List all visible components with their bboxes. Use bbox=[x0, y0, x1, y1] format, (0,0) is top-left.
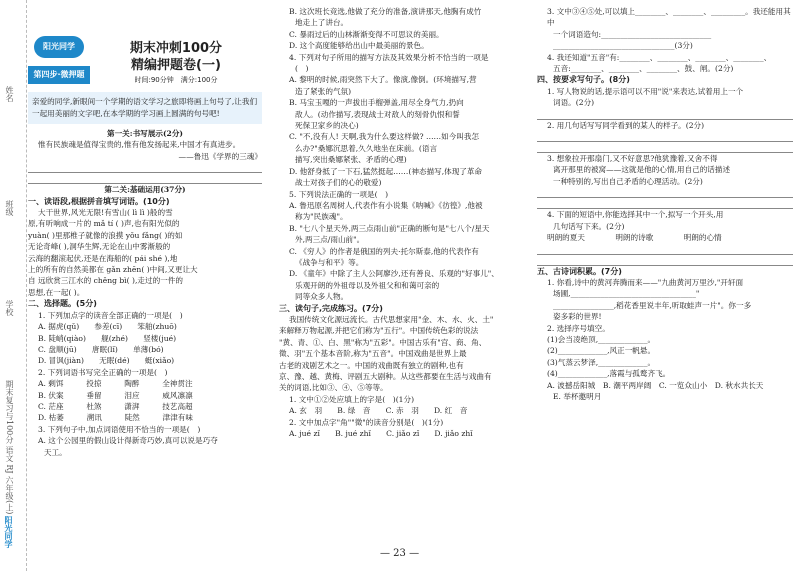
question-line: C. 盘顺(jū) 唐眠(lǐ) 单薄(bó) bbox=[38, 344, 164, 354]
question-line: C. 《穷人》的作者是俄国的列夫·托尔斯泰,他的代表作有 bbox=[289, 246, 479, 256]
question-line: 3. 文中③④⑤处,可以填上________、________、_________。我还能用其中 bbox=[547, 7, 791, 28]
question-line: ________________________________(3分) bbox=[553, 41, 693, 51]
question-line: 来解释万物起源,并把它们称为"五行"。中国传统色彩的说法 bbox=[279, 326, 479, 336]
binding-margin bbox=[0, 0, 27, 571]
side-brand: 阳光同学 bbox=[4, 516, 14, 548]
question-line: 第一关:书写展示(2分) bbox=[106, 129, 184, 138]
brand-logo: 阳光同学 bbox=[34, 36, 84, 58]
question-line: D. 《童年》中除了主人公阿廖沙,还有善良、乐观的"好事儿"、 bbox=[289, 269, 499, 279]
question-line: 3. 想象拉开那扇门,又不好意思?他犹豫着,又舍不得 bbox=[547, 154, 718, 164]
question-line: 造了紧张的气氛) bbox=[295, 86, 352, 96]
intro-note: 亲爱的同学,新眼间一个学期的语文学习之旅即将画上句号了,让我们一起用美丽的文字吧,在本学期的学习画上圆满的句号吧! bbox=[28, 92, 262, 124]
question-line: ________________,稻花香里说丰年,听取蛙声一片"。你一多 bbox=[553, 300, 752, 310]
question-line: 古老的戏剧艺术之一。中国的戏曲既有独立的剧种,也有 bbox=[279, 360, 464, 370]
question-line: 上的所有的自然美都在 gǎn zhēn( )中间,又更让大 bbox=[28, 265, 198, 275]
question-line: B. 陡峭(qiào) 舰(zhé) 竖楼(jué) bbox=[38, 333, 177, 343]
question-line: 4. 我还知道"五音"有:________、________、________、________、 bbox=[547, 52, 772, 62]
question-line: 一、读语段,根据拼音填写词语。(10分) bbox=[28, 196, 170, 206]
answer-line[interactable] bbox=[537, 244, 793, 255]
question-line: 五音:________、________、________、鼓、闸。(2分) bbox=[553, 64, 734, 74]
column-middle-body bbox=[279, 6, 525, 439]
class-label: 班级 bbox=[5, 200, 14, 216]
question-line: 战士对孩子们的心的敬爱) bbox=[295, 178, 382, 188]
question-line: A. jué zǐ B. jué zhǐ C. jiǎo zǐ D. jiǎo zhǐ bbox=[289, 429, 473, 439]
question-line: 1. 下列加点字的读音全部正确的一项是( ) bbox=[38, 310, 183, 320]
question-line: D. 这个高度能够给出山中最美丽的景色。 bbox=[289, 41, 429, 51]
exam-meta: 时间:90分钟 满分:100分 bbox=[134, 76, 218, 84]
question-line: A. 据虎(qǔ) 参差(cī) 笨舶(zhuō) bbox=[38, 322, 177, 332]
question-line: 2. 用几句话写写同学看到的某人的样子。(2分) bbox=[547, 120, 705, 130]
school-label: 学校 bbox=[5, 300, 14, 316]
question-line: ——鲁迅《学界的三魂》 bbox=[178, 151, 262, 161]
question-line: A. 波撼岳阳城 B. 潮平两岸阔 C. 一览众山小 D. 秋水共长天 bbox=[547, 380, 764, 390]
question-line: (4)_____________,落霞与孤鹜齐飞。 bbox=[547, 369, 671, 379]
question-line: A. 剩饵 投掠 陶醉 全神贯注 bbox=[38, 379, 193, 389]
answer-line[interactable] bbox=[28, 173, 262, 184]
question-line: A. 这个公园里的假山设计得新奇巧妙,真可以说是巧夺 bbox=[38, 436, 218, 446]
question-line: 大干世界,风光无限!有雪山( lì lì )般的雪 bbox=[38, 208, 173, 218]
question-line: 徵、羽"五个基本音阶,称为"五音"。中国戏曲是世界上最 bbox=[279, 349, 467, 359]
question-line: 乐观开朗的外祖母以及外祖父和和蔼可亲的 bbox=[295, 280, 440, 290]
question-line: 天工。 bbox=[44, 447, 67, 457]
header bbox=[28, 40, 262, 90]
answer-line[interactable] bbox=[537, 255, 793, 266]
question-line: 地走上了讲台。 bbox=[295, 18, 349, 28]
question-line: 么办?"桑娜沉思着,久久地坐在床前。(语言 bbox=[295, 143, 438, 153]
column-left-body bbox=[28, 128, 262, 458]
question-line: "黄、青、①、白、黑"称为"五彩"。中国古乐有"宫、商、角、 bbox=[279, 337, 487, 347]
answer-line[interactable] bbox=[28, 162, 262, 173]
question-line: 词语。(2分) bbox=[553, 98, 595, 108]
question-line: 敌人。(动作描写,表现战士对敌人的刻骨仇恨和誓 bbox=[295, 109, 460, 119]
page-number: — 23 — bbox=[380, 548, 420, 559]
question-line: 5. 下列说法正确的一项是( ) bbox=[289, 189, 389, 199]
question-line: C. "不,没有人! 天啊,我为什么要这样做? ……如今叫我怎 bbox=[289, 132, 480, 142]
question-line: 1. 文中①②处应填上的字是( )(1分) bbox=[289, 394, 415, 404]
title-box bbox=[90, 40, 262, 90]
question-line: 自 远欣赏三江水的 chěng bì( ),走过的一件的 bbox=[28, 276, 183, 286]
question-line: (2)_____________,风正一帆悬。 bbox=[547, 346, 656, 356]
answer-line[interactable] bbox=[537, 131, 793, 142]
question-line: 4. 下列对句子所用的描写方法及其效果分析不恰当的一项是 bbox=[289, 52, 489, 62]
step-label: 第四步·微押题 bbox=[28, 66, 90, 84]
question-line: 明朗的夏天 明朗的诗歌 明朗的心情 bbox=[547, 233, 722, 243]
question-line: B. 这次班长竞选,他做了充分的准备,演讲那天,他胸有成竹 bbox=[289, 7, 482, 16]
answer-line[interactable] bbox=[537, 109, 793, 120]
question-line: 关的词语,比如③、④、⑤等等。 bbox=[279, 383, 388, 393]
question-line: 《战争与和平》等。 bbox=[295, 257, 364, 267]
title-line-1: 期末冲刺100分 bbox=[129, 41, 223, 56]
title-line-2: 精编押题卷(一) bbox=[131, 58, 221, 73]
answer-line[interactable] bbox=[537, 198, 793, 209]
question-line: (3)气蒸云梦泽,_____________。 bbox=[547, 357, 656, 367]
question-line: 四、按要求写句子。(8分) bbox=[537, 75, 630, 85]
question-line: 姿多彩的世界! bbox=[553, 312, 602, 322]
question-line: D. 枯萎 溯讯 陡然 津津有味 bbox=[38, 413, 193, 423]
question-line: B. 马宝玉嘎的一声拔出手榴弹盖,用尽全身气力,扔向 bbox=[289, 98, 464, 108]
column-left bbox=[28, 6, 262, 458]
question-line: 离开那里的被窝——这就是他的心情,用自己的话描述 bbox=[553, 165, 731, 175]
question-line: 一个词语造句:_____________________________ bbox=[553, 29, 712, 39]
question-line: 京、豫、越、黄梅、评剧五大剧种。从这些都要在生活与戏曲有 bbox=[279, 372, 492, 381]
question-line: yuàn( )里那椎子就像的浪摸 yǒu fǎng( )的如 bbox=[28, 230, 183, 240]
question-line: 同等众多人物。 bbox=[295, 292, 349, 302]
question-line: 2. 下列词语书写完全正确的一项是( ) bbox=[38, 367, 168, 377]
question-line: 4. 下面的短语中,你能选择其中一个,拟写一个开头,用 bbox=[547, 210, 724, 220]
question-line: B. "七八个星天外,两三点雨山前"正确的断句是"七八个/星天 bbox=[289, 223, 490, 233]
question-line: D. 他舒身抵了一下石,猛然挺起……(神态描写,体现了革命 bbox=[289, 166, 483, 176]
question-line: ( ) bbox=[295, 64, 309, 74]
question-line: 云海的翻滚起伏,还是在海船的( pái shé ),地 bbox=[28, 253, 178, 263]
question-line: 几句话写下来。(2分) bbox=[553, 221, 625, 231]
question-line: 1. 你看,诗中的黄河奔腾而来——"九曲黄河万里沙,"开轩面 bbox=[547, 277, 744, 287]
question-line: 我国传统文化源远流长。古代思想家用"金、木、水、火、土" bbox=[289, 314, 494, 324]
question-line: 3. 下列句子中,加点词语使用不恰当的一项是( ) bbox=[38, 424, 201, 434]
question-line: C. 暴雨过后的山林渐渐变得不可思议的美丽。 bbox=[289, 29, 444, 39]
question-line: 第二关:基础运用(37分) bbox=[104, 185, 186, 195]
header-badge bbox=[28, 40, 90, 90]
question-line: 五、古诗词积累。(7分) bbox=[537, 266, 622, 276]
name-label: 姓名 bbox=[5, 86, 14, 102]
question-line: 称为"民族魂"。 bbox=[295, 212, 348, 222]
question-line: 惟有民族魂是值得宝贵的,惟有他发扬起来,中国才有真进步。 bbox=[38, 140, 241, 150]
question-line: E. 举杯邀明月 bbox=[553, 391, 602, 401]
column-right-body bbox=[537, 6, 793, 402]
column-right bbox=[537, 6, 793, 402]
question-line: 思想,在一起( )。 bbox=[28, 287, 85, 297]
question-line: 三、读句子,完成练习。(7分) bbox=[279, 303, 383, 313]
answer-line[interactable] bbox=[537, 187, 793, 198]
question-line: 二、选择题。(5分) bbox=[28, 299, 97, 309]
question-line: 2. 选择序号填空。 bbox=[547, 323, 610, 333]
question-line: (1)会当凌绝顶,_____________。 bbox=[547, 334, 656, 344]
question-line: 描写,突出桑娜紧张、矛盾的心理) bbox=[295, 155, 407, 165]
book-info: 期末复习与100分 语文 RJ 六年级(上) bbox=[5, 380, 14, 515]
question-line: D. 冒讽(jiàn) 无眠(dé) 蜓(xiǎo) bbox=[38, 356, 175, 366]
question-line: 1. 写人物说的话,提示语可以不用"说"来表达,试着用上一个 bbox=[547, 86, 744, 96]
question-line: 场圃,_________________________________" bbox=[553, 289, 700, 299]
question-line: B. 伏案 垂留 泪应 威风凛凛 bbox=[38, 390, 193, 400]
answer-line[interactable] bbox=[537, 142, 793, 153]
question-line: 死保卫家乡的决心) bbox=[295, 121, 359, 131]
question-line: 外,两三点/雨山前"。 bbox=[295, 235, 365, 245]
question-line: A. 鲁迅原名周树人,代表作有小说集《呐喊》《彷徨》,他被 bbox=[289, 200, 483, 210]
question-line: 2. 文中加点字"角""徵"的读音分别是( )(1分) bbox=[289, 417, 444, 427]
question-line: A. 黎明的时候,雨突然下大了。像演,像倒。(环境描写,营 bbox=[289, 75, 477, 85]
question-line: 原,有听响成一片的 mǎ tí ( )声,也有阳光似的 bbox=[28, 219, 180, 229]
question-line: A. 玄 羽 B. 绿 音 C. 赤 羽 D. 红 音 bbox=[289, 406, 468, 416]
question-line: 一种特别的,写出自己矛盾的心理活动。(2分) bbox=[553, 176, 703, 186]
question-line: 无论奇峰( ),洞华生辉,无论在山中雾渐般的 bbox=[28, 242, 171, 252]
question-line: C. 茫座 杜煞 潇湃 技艺高超 bbox=[38, 401, 193, 411]
column-middle bbox=[279, 6, 525, 439]
